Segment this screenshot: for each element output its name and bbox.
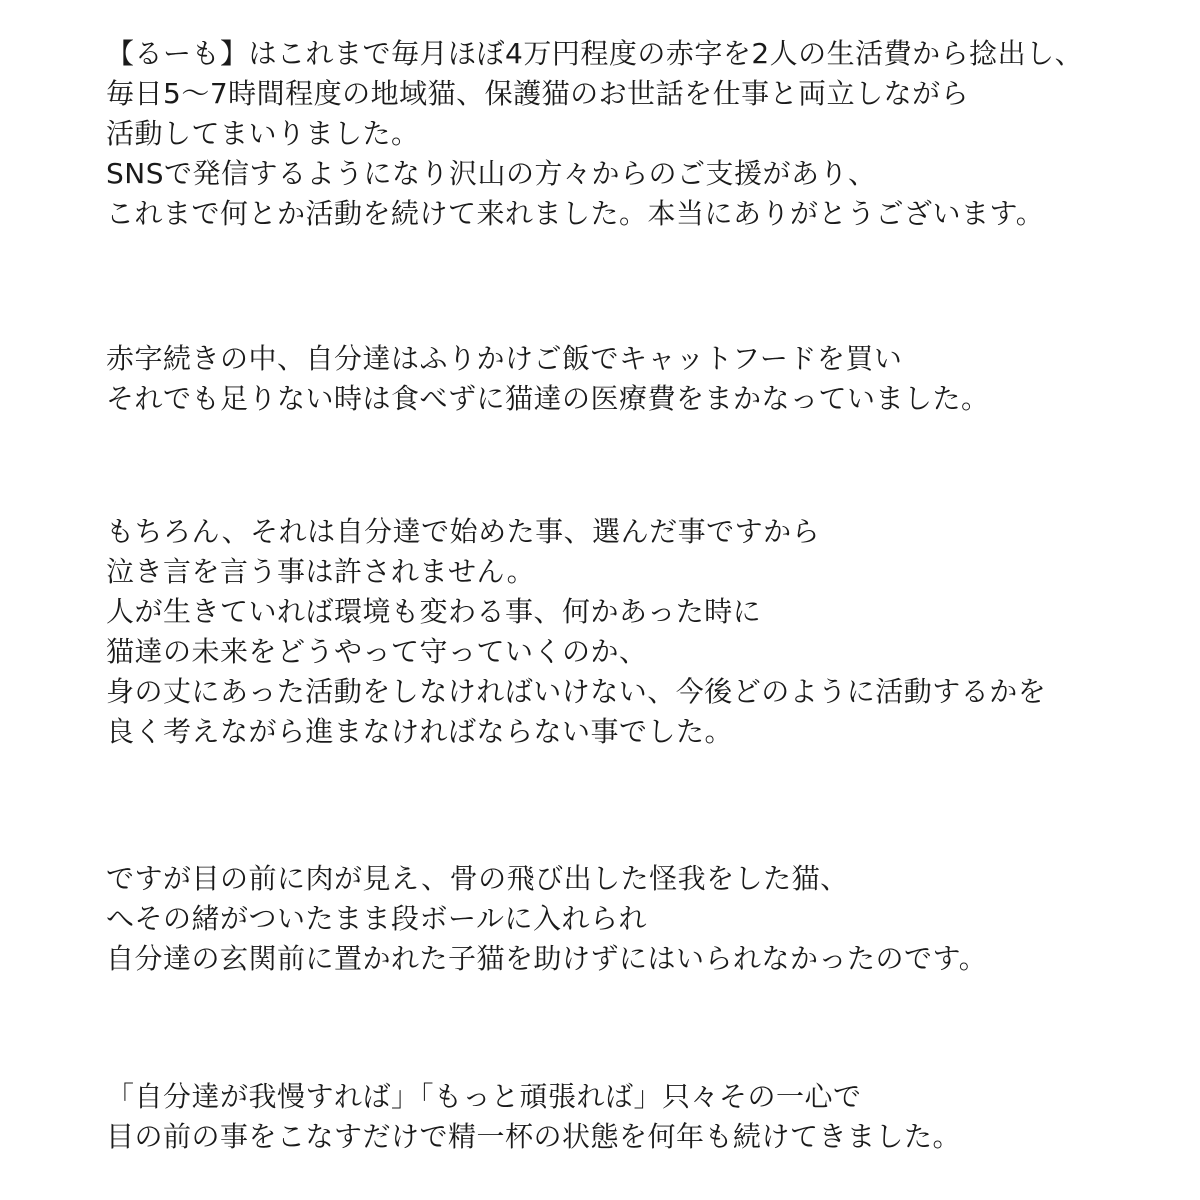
text-line: もちろん、それは自分達で始めた事、選んだ事ですから [106, 515, 821, 548]
paragraph-responsibility [106, 512, 1166, 752]
text-line: それでも足りない時は食べずに猫達の医療費をまかなっていました。 [106, 382, 990, 415]
paragraph-rescued-cats [106, 859, 1166, 979]
text-line: 人が生きていれば環境も変わる事、何かあった時に [106, 595, 762, 628]
paragraph-sacrifice [106, 339, 1166, 419]
text-line: 【るーも】はこれまで毎月ほぼ4万円程度の赤字を2人の生活費から捻出し、 [106, 37, 1084, 70]
text-line: 猫達の未来をどうやって守っていくのか、 [106, 635, 648, 668]
text-line: 自分達の玄関前に置かれた子猫を助けずにはいられなかったのです。 [106, 942, 988, 975]
text-line: 「自分達が我慢すれば」「もっと頑張れば」只々その一心で [106, 1080, 862, 1113]
text-line: SNSで発信するようになり沢山の方々からのご支援があり、 [106, 157, 877, 190]
text-line: 赤字続きの中、自分達はふりかけご飯でキャットフードを買い [106, 342, 903, 375]
text-line: ですが目の前に肉が見え、骨の飛び出した怪我をした猫、 [106, 862, 849, 895]
text-line: 良く考えながら進まなければならない事でした。 [106, 715, 734, 748]
text-line: へその緒がついたまま段ボールに入れられ [106, 902, 647, 935]
paragraph-deficit-and-support [106, 34, 1166, 234]
text-line: 泣き言を言う事は許されません。 [106, 555, 536, 588]
text-line: 身の丈にあった活動をしなければいけない、今後どのように活動するかを [106, 675, 1047, 708]
text-line: これまで何とか活動を続けて来れました。本当にありがとうございます。 [106, 197, 1045, 230]
text-line: 活動してまいりました。 [106, 117, 420, 150]
text-line: 目の前の事をこなすだけで精一杯の状態を何年も続けてきました。 [106, 1120, 962, 1153]
paragraph-perseverance [106, 1077, 1166, 1157]
text-line: 毎日5〜7時間程度の地域猫、保護猫のお世話を仕事と両立しながら [106, 77, 970, 110]
